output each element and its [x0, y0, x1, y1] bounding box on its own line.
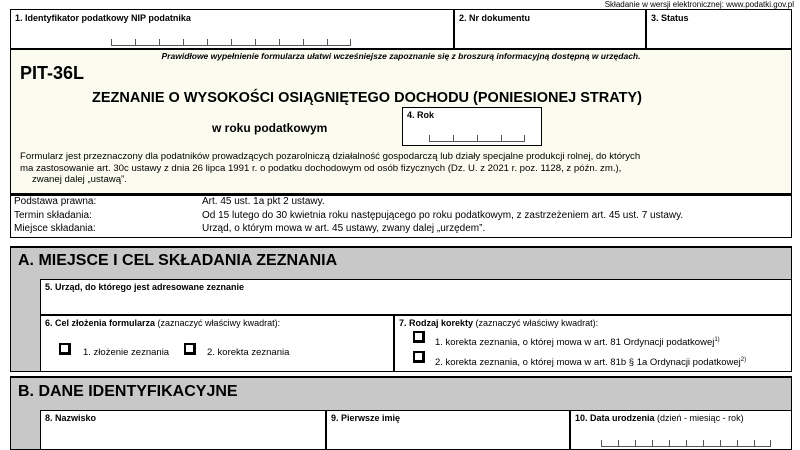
- purpose-option-2-checkbox[interactable]: [184, 343, 196, 355]
- purpose-label: [45, 318, 280, 328]
- purpose-option-2-label: 2. korekta zeznania: [207, 347, 290, 358]
- legal-info-values: [202, 195, 683, 236]
- legal-info-labels: [14, 195, 96, 236]
- form-description: [20, 151, 640, 186]
- birth-date-tick-input[interactable]: [601, 441, 771, 447]
- correction-option-1-checkbox[interactable]: [413, 331, 425, 343]
- birth-date-hint: (dzień - miesiąc - rok): [657, 413, 744, 423]
- place-label: Miejsce składania:: [14, 223, 96, 234]
- correction-option-1-label: [435, 337, 720, 348]
- deadline-label: Termin składania:: [14, 209, 92, 221]
- office-field[interactable]: [40, 279, 792, 315]
- intro-note: Prawidłowe wypełnienie formularza ułatwi wcześniejsze zapoznanie się z broszurą informacyjną dostępną w urzędach.: [161, 51, 641, 61]
- year-field[interactable]: [402, 107, 542, 146]
- purpose-option-1-checkbox[interactable]: [59, 343, 71, 355]
- surname-label: 8. Nazwisko: [45, 413, 97, 423]
- footnote-1-marker: 1): [714, 337, 720, 343]
- year-prefix: w roku podatkowym: [212, 121, 328, 135]
- correction-option-2-checkbox[interactable]: [413, 351, 425, 363]
- description-line: Formularz jest przeznaczony dla podatników prowadzących pozarolniczą działalność gospodarczą lub działy specjalne produkcji rolnej, do których: [20, 151, 641, 162]
- status-field[interactable]: [646, 9, 792, 49]
- birth-date-label: [575, 413, 744, 423]
- purpose-field: [40, 315, 394, 372]
- nip-label: 1. Identyfikator podatkowy NIP podatnika: [15, 13, 191, 23]
- year-tick-input[interactable]: [429, 136, 525, 142]
- legal-basis-label: Podstawa prawna:: [14, 196, 97, 207]
- legal-basis-value: Art. 45 ust. 1a pkt 2 ustawy.: [202, 196, 325, 207]
- office-label: 5. Urząd, do którego jest adresowane zeznanie: [45, 282, 245, 292]
- correction-option-2-text: 2. korekta zeznania, o której mowa w art. 81b § 1a Ordynacji podatkowej: [435, 357, 741, 369]
- correction-option-2-label: [435, 357, 746, 368]
- year-label: 4. Rok: [407, 110, 435, 120]
- section-b-title: B. DANE IDENTYFIKACYJNE: [18, 383, 238, 400]
- correction-type-hint: (zaznaczyć właściwy kwadrat):: [475, 318, 599, 328]
- description-line: zwanej dalej „ustawą”.: [32, 174, 127, 185]
- footnote-2-marker: 2): [740, 357, 747, 363]
- purpose-label-text: 6. Cel złożenia formularza: [45, 318, 156, 328]
- document-number-label: 2. Nr dokumentu: [459, 13, 531, 23]
- nip-field[interactable]: [10, 9, 454, 49]
- purpose-hint: (zaznaczyć właściwy kwadrat):: [157, 318, 281, 328]
- deadline-value: Od 15 lutego do 30 kwietnia roku następującego po roku podatkowym, z zastrzeżeniem art. 45 ust. 7 ustawy.: [202, 209, 684, 221]
- birth-date-field[interactable]: [570, 410, 792, 450]
- surname-field[interactable]: [40, 410, 326, 450]
- correction-type-field: [394, 315, 792, 372]
- correction-option-1-text: 1. korekta zeznania, o której mowa w art. 81 Ordynacji podatkowej: [435, 337, 715, 349]
- form-code: PIT-36L: [20, 63, 85, 83]
- place-value: Urząd, o którym mowa w art. 45 ustawy, zwany dalej „urzędem”.: [202, 223, 486, 234]
- section-a-title: A. MIEJSCE I CEL SKŁADANIA ZEZNANIA: [18, 252, 338, 269]
- form-title: ZEZNANIE O WYSOKOŚCI OSIĄGNIĘTEGO DOCHODU (PONIESIONEJ STRATY): [92, 90, 642, 106]
- correction-type-label-text: 7. Rodzaj korekty: [399, 318, 474, 328]
- status-label: 3. Status: [651, 13, 689, 23]
- electronic-submission-note: Składanie w wersji elektronicznej: www.podatki.gov.pl: [604, 0, 794, 9]
- nip-tick-input[interactable]: [111, 40, 351, 46]
- first-name-label: 9. Pierwsze imię: [331, 413, 401, 423]
- purpose-option-1-label: 1. złożenie zeznania: [83, 347, 170, 358]
- description-line: ma zastosowanie art. 30c ustawy z dnia 26 lipca 1991 r. o podatku dochodowym od osób fizycznych (Dz. U. z 2021 r. poz. 1128, z późn. zm.),: [20, 162, 622, 174]
- birth-date-label-text: 10. Data urodzenia: [575, 413, 655, 423]
- first-name-field[interactable]: [326, 410, 570, 450]
- correction-type-label: [399, 318, 598, 328]
- document-number-field[interactable]: [454, 9, 646, 49]
